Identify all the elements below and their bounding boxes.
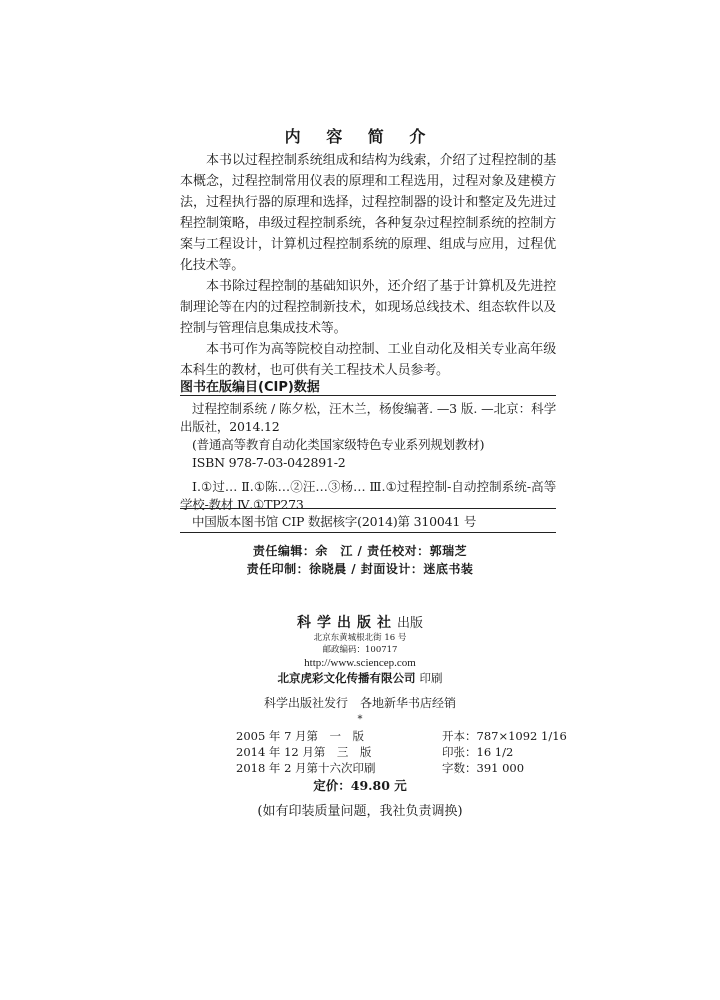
- cip-data-number: 中国版本图书馆 CIP 数据核字(2014)第 310041 号: [192, 514, 477, 529]
- format-info: 印张：16 1/2: [442, 745, 514, 759]
- staff-line-production: 责任印制：徐晓晨 / 封面设计：迷底书装: [246, 562, 474, 576]
- separator-star: *: [357, 714, 363, 725]
- edition-info: 2014 年 12 月第 三 版: [236, 745, 372, 759]
- edition-row: [236, 744, 567, 760]
- cip-top-rule: [180, 395, 556, 396]
- format-info: 开本：787×1092 1/16: [442, 729, 567, 743]
- publisher-line: [0, 612, 720, 632]
- publisher-name: 科学出版社: [296, 615, 397, 631]
- printer-line: [0, 670, 720, 686]
- printer-suffix: 印刷: [419, 671, 443, 685]
- cip-line: ISBN 978-7-03-042891-2: [192, 455, 346, 470]
- publisher-imprint: [0, 612, 720, 670]
- publisher-suffix: 出版: [396, 616, 423, 631]
- price: 定价：49.80 元: [313, 778, 407, 793]
- edition-table: [236, 728, 567, 776]
- quality-notice: (如有印装质量问题，我社负责调换): [257, 804, 463, 819]
- edition-info: 2005 年 7 月第 一 版: [236, 729, 365, 743]
- publisher-address: 北京东黄城根北街 16 号: [313, 633, 407, 643]
- cip-line: (普通高等教育自动化类国家级特色专业系列规划教材): [192, 437, 485, 452]
- edition-row: [236, 760, 567, 776]
- summary-paragraph: 本书以过程控制系统组成和结构为线索，介绍了过程控制的基本概念，过程控制常用仪表的原理和工程选用，过程对象及建模方法，过程执行器的原理和选择，过程控制器的设计和整定及先进过程控制策略，串级过程控制系统，各种复杂过程控制系统的控制方案与工程设计，计算机过程控制系统的原理、组成与应用，过程优化技术等。: [180, 153, 556, 273]
- cip-heading: 图书在版编目(CIP)数据: [180, 380, 320, 395]
- summary-paragraph: 本书除过程控制的基础知识外，还介绍了基于计算机及先进控制理论等在内的过程控制新技术，如现场总线技术、组态软件以及控制与管理信息集成技术等。: [180, 279, 556, 336]
- cip-bottom-rule: [180, 532, 556, 533]
- cip-line: 过程控制系统 / 陈夕松，汪木兰，杨俊编著. —3 版. —北京：科学出版社，2014.12: [180, 401, 556, 434]
- printer-name: 北京虎彩文化传播有限公司: [277, 671, 416, 685]
- format-info: 字数：391 000: [442, 761, 525, 775]
- cip-mid-rule: [180, 508, 556, 509]
- cip-line: Ⅰ.①过… Ⅱ.①陈…②汪…③杨… Ⅲ.①过程控制-自动控制系统-高等学校-教材 Ⅳ.①TP273: [180, 479, 556, 512]
- summary-section: [180, 150, 556, 381]
- edition-row: [236, 728, 567, 744]
- edition-info: 2018 年 2 月第十六次印刷: [236, 761, 376, 775]
- cip-record: [180, 400, 556, 514]
- summary-title: 内 容 简 介: [284, 127, 436, 146]
- staff-line-editors: 责任编辑：余 江 / 责任校对：郭瑞芝: [252, 544, 468, 558]
- summary-paragraph: 本书可作为高等院校自动控制、工业自动化及相关专业高年级本科生的教材，也可供有关工程技术人员参考。: [180, 342, 556, 378]
- publisher-url: http://www.sciencep.com: [304, 657, 416, 669]
- publisher-postcode: 邮政编码：100717: [322, 645, 398, 655]
- distribution-line: 科学出版社发行 各地新华书店经销: [263, 696, 456, 710]
